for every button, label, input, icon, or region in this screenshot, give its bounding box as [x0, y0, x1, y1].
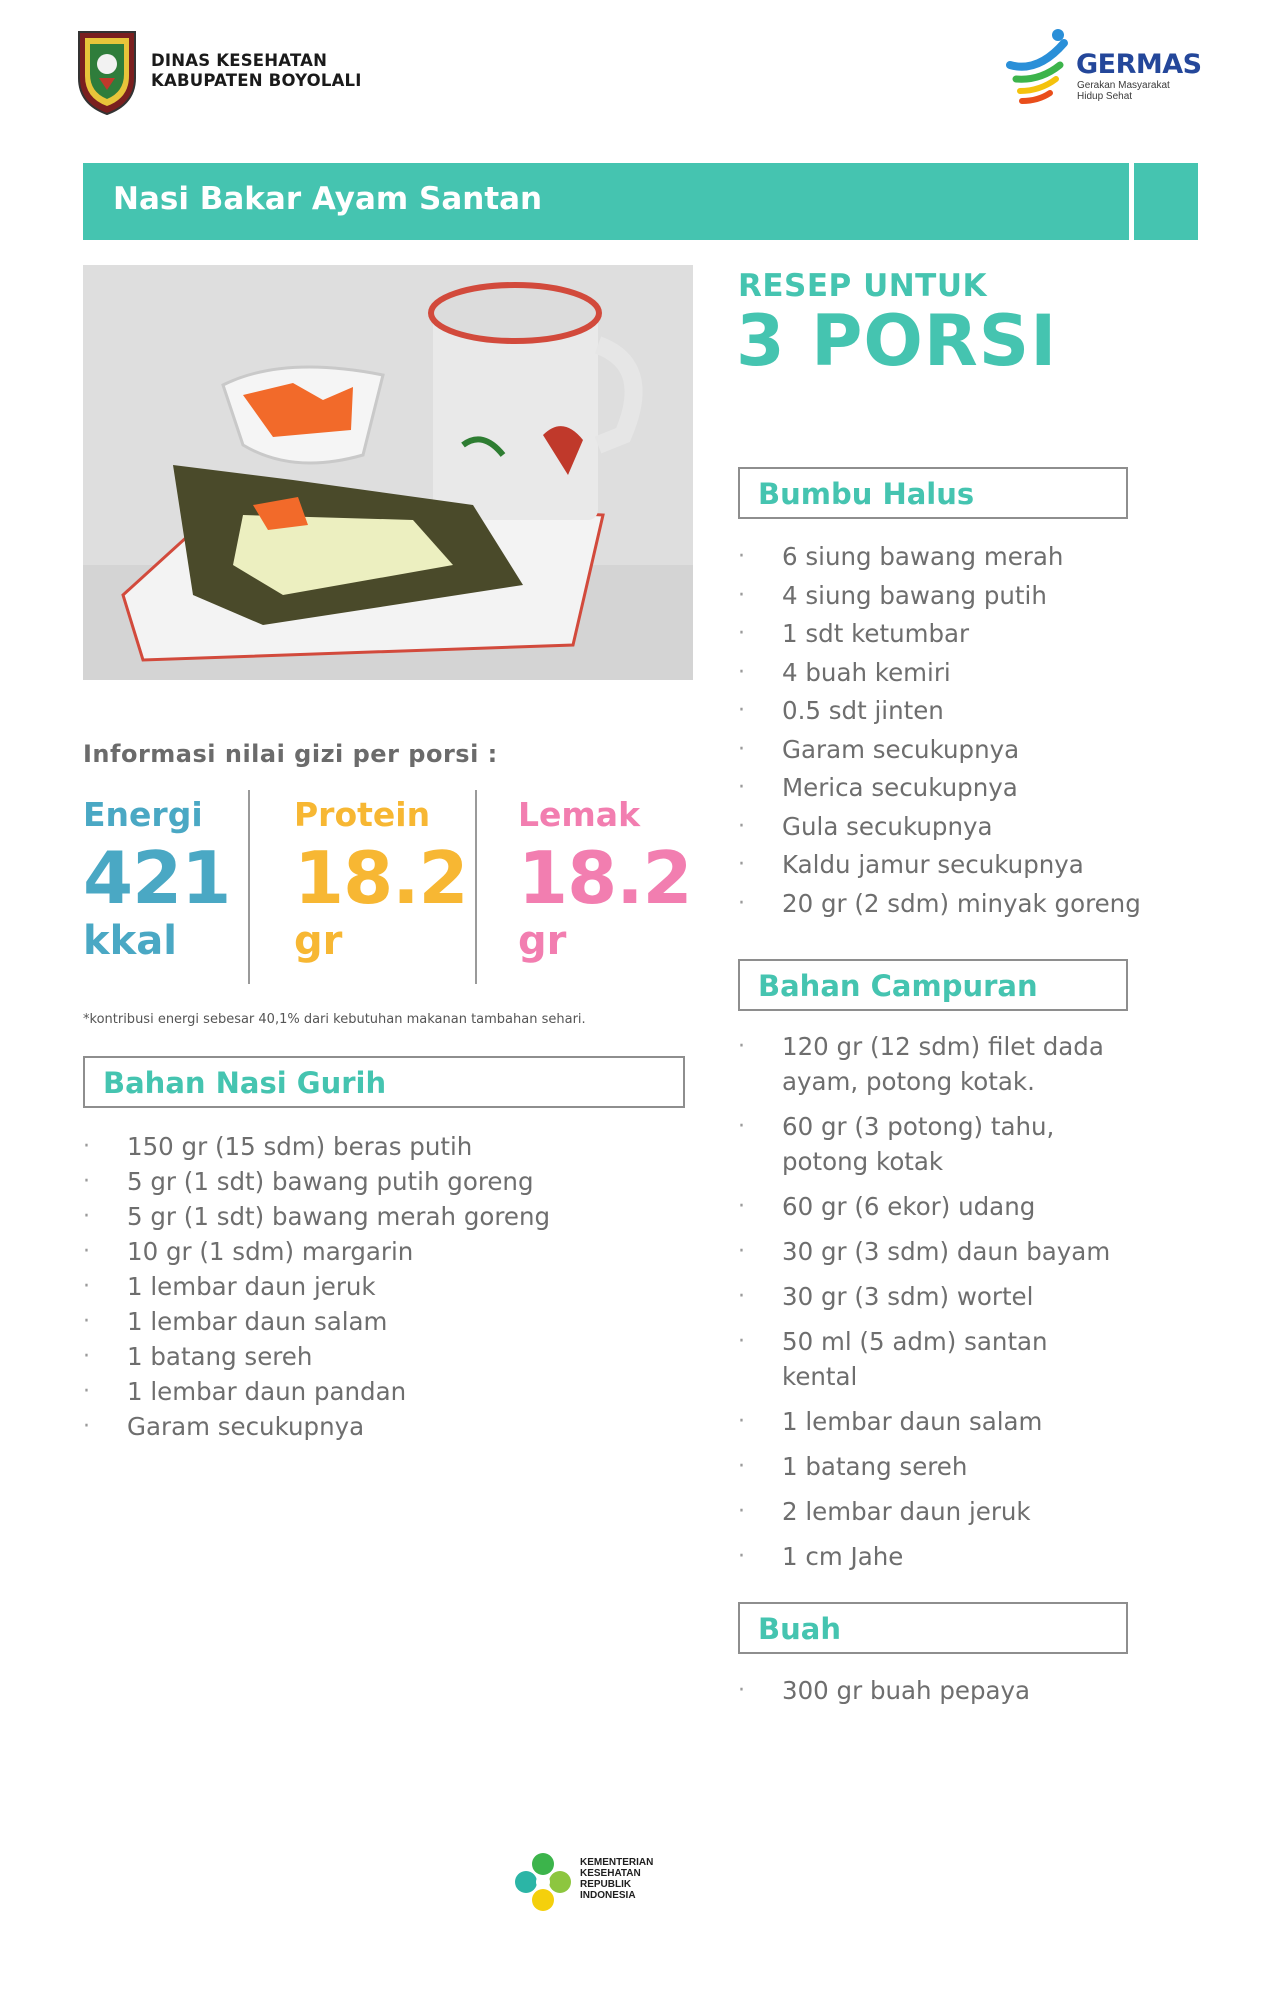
- list-item: · 150 gr (15 sdm) beras putih: [83, 1129, 683, 1164]
- list-item: · 10 gr (1 sdm) margarin: [83, 1234, 683, 1269]
- energi-label: Energi: [83, 795, 203, 834]
- list-item: [738, 1189, 1208, 1224]
- list-item: [738, 1279, 1208, 1314]
- section-title: Bumbu Halus: [758, 477, 975, 511]
- nutrition-divider: [475, 790, 477, 984]
- agency-name-line1: DINAS KESEHATAN: [151, 51, 328, 70]
- kemenkes-line4: INDONESIA: [580, 1890, 636, 1901]
- dinkes-logo-block: [75, 26, 362, 116]
- list-item: · Kaldu jamur secukupnya: [738, 846, 1208, 885]
- list-item: [738, 1449, 1208, 1484]
- resep-label: RESEP UNTUK: [738, 268, 988, 304]
- protein-block: [294, 795, 468, 964]
- list-item: · Garam secukupnya: [738, 731, 1208, 770]
- list-item-line: · 60 gr (3 potong) tahu,: [782, 1112, 1055, 1141]
- list-item: [738, 1029, 1208, 1099]
- list-item: [738, 1109, 1208, 1179]
- boyolali-crest-icon: [75, 26, 139, 116]
- lemak-value: 18.2: [518, 836, 692, 920]
- list-item: [738, 1539, 1208, 1574]
- list-bumbu-halus: [738, 538, 1208, 923]
- kemenkes-logo-block: [512, 1850, 662, 1914]
- list-item-line: · 30 gr (3 sdm) daun bayam: [782, 1237, 1111, 1266]
- list-item: · 4 siung bawang putih: [738, 577, 1208, 616]
- agency-name-line2: KABUPATEN BOYOLALI: [151, 71, 362, 90]
- lemak-label: Lemak: [518, 795, 641, 834]
- lemak-unit: gr: [518, 918, 567, 964]
- germas-title: GERMAS: [1076, 49, 1202, 80]
- list-item: [738, 1404, 1208, 1439]
- energi-block: [83, 795, 230, 964]
- list-item-line: ayam, potong kotak.: [782, 1067, 1035, 1096]
- list-item-line: potong kotak: [782, 1147, 944, 1176]
- list-item: · Garam secukupnya: [83, 1409, 683, 1444]
- germas-logo-block: [1002, 25, 1202, 117]
- section-heading-buah: [738, 1602, 1128, 1654]
- nutrition-divider: [248, 790, 250, 984]
- list-item-line: · 60 gr (6 ekor) udang: [782, 1192, 1036, 1221]
- protein-unit: gr: [294, 918, 343, 964]
- section-heading-bumbu-halus: [738, 467, 1128, 519]
- list-item-line: · 50 ml (5 adm) santan: [782, 1327, 1048, 1356]
- protein-label: Protein: [294, 795, 431, 834]
- kemenkes-line3: REPUBLIK: [580, 1879, 632, 1890]
- kemenkes-line1: KEMENTERIAN: [580, 1857, 654, 1868]
- recipe-title: Nasi Bakar Ayam Santan: [113, 181, 543, 217]
- list-buah: [738, 1673, 1208, 1708]
- protein-value: 18.2: [294, 836, 468, 920]
- list-item-line: kental: [782, 1362, 858, 1391]
- list-item-line: · 1 lembar daun salam: [782, 1407, 1043, 1436]
- section-heading-nasi-gurih: [83, 1056, 685, 1108]
- list-item: [738, 1494, 1208, 1529]
- resep-porsi: 3 PORSI: [736, 300, 1058, 382]
- list-item-line: · 2 lembar daun jeruk: [782, 1497, 1031, 1526]
- food-illustration: [83, 265, 693, 680]
- section-heading-bahan-campuran: [738, 959, 1128, 1011]
- list-item: · 20 gr (2 sdm) minyak goreng: [738, 885, 1208, 924]
- list-item-line: · 1 batang sereh: [782, 1452, 968, 1481]
- list-item: · 6 siung bawang merah: [738, 538, 1208, 577]
- list-nasi-gurih: [83, 1129, 683, 1444]
- nutrition-title: Informasi nilai gizi per porsi :: [83, 740, 498, 768]
- energi-value: 421: [83, 836, 231, 920]
- section-title: Bahan Nasi Gurih: [103, 1066, 387, 1100]
- list-item: · 5 gr (1 sdt) bawang merah goreng: [83, 1199, 683, 1234]
- germas-sub2: Hidup Sehat: [1077, 91, 1133, 102]
- list-item-line: · 30 gr (3 sdm) wortel: [782, 1282, 1034, 1311]
- section-title: Bahan Campuran: [758, 969, 1038, 1003]
- title-band-tab: [1134, 163, 1198, 240]
- list-item: · 1 batang sereh: [83, 1339, 683, 1374]
- list-item: · 1 lembar daun jeruk: [83, 1269, 683, 1304]
- kemenkes-logo-icon: [512, 1850, 574, 1914]
- list-item: · 1 sdt ketumbar: [738, 615, 1208, 654]
- list-item: · 5 gr (1 sdt) bawang putih goreng: [83, 1164, 683, 1199]
- list-item: [738, 1324, 1208, 1394]
- recipe-photo: [83, 265, 693, 680]
- list-item: · Gula secukupnya: [738, 808, 1208, 847]
- list-item: [738, 1234, 1208, 1269]
- list-item: · 300 gr buah pepaya: [738, 1673, 1208, 1708]
- germas-figure-icon: [1002, 25, 1072, 115]
- list-item-line: · 120 gr (12 sdm) filet dada: [782, 1032, 1104, 1061]
- germas-sub1: Gerakan Masyarakat: [1077, 80, 1170, 91]
- lemak-block: [518, 795, 692, 964]
- energi-unit: kkal: [83, 918, 177, 964]
- nutrition-note: *kontribusi energi sebesar 40,1% dari kebutuhan makanan tambahan sehari.: [83, 1012, 586, 1027]
- list-item: · 1 lembar daun pandan: [83, 1374, 683, 1409]
- list-item-line: · 1 cm Jahe: [782, 1542, 904, 1571]
- title-band: [83, 163, 1129, 240]
- list-bahan-campuran: [738, 1029, 1208, 1584]
- section-title: Buah: [758, 1612, 841, 1646]
- list-item: · 1 lembar daun salam: [83, 1304, 683, 1339]
- list-item: · 4 buah kemiri: [738, 654, 1208, 693]
- list-item: · Merica secukupnya: [738, 769, 1208, 808]
- list-item: · 0.5 sdt jinten: [738, 692, 1208, 731]
- kemenkes-line2: KESEHATAN: [580, 1868, 641, 1879]
